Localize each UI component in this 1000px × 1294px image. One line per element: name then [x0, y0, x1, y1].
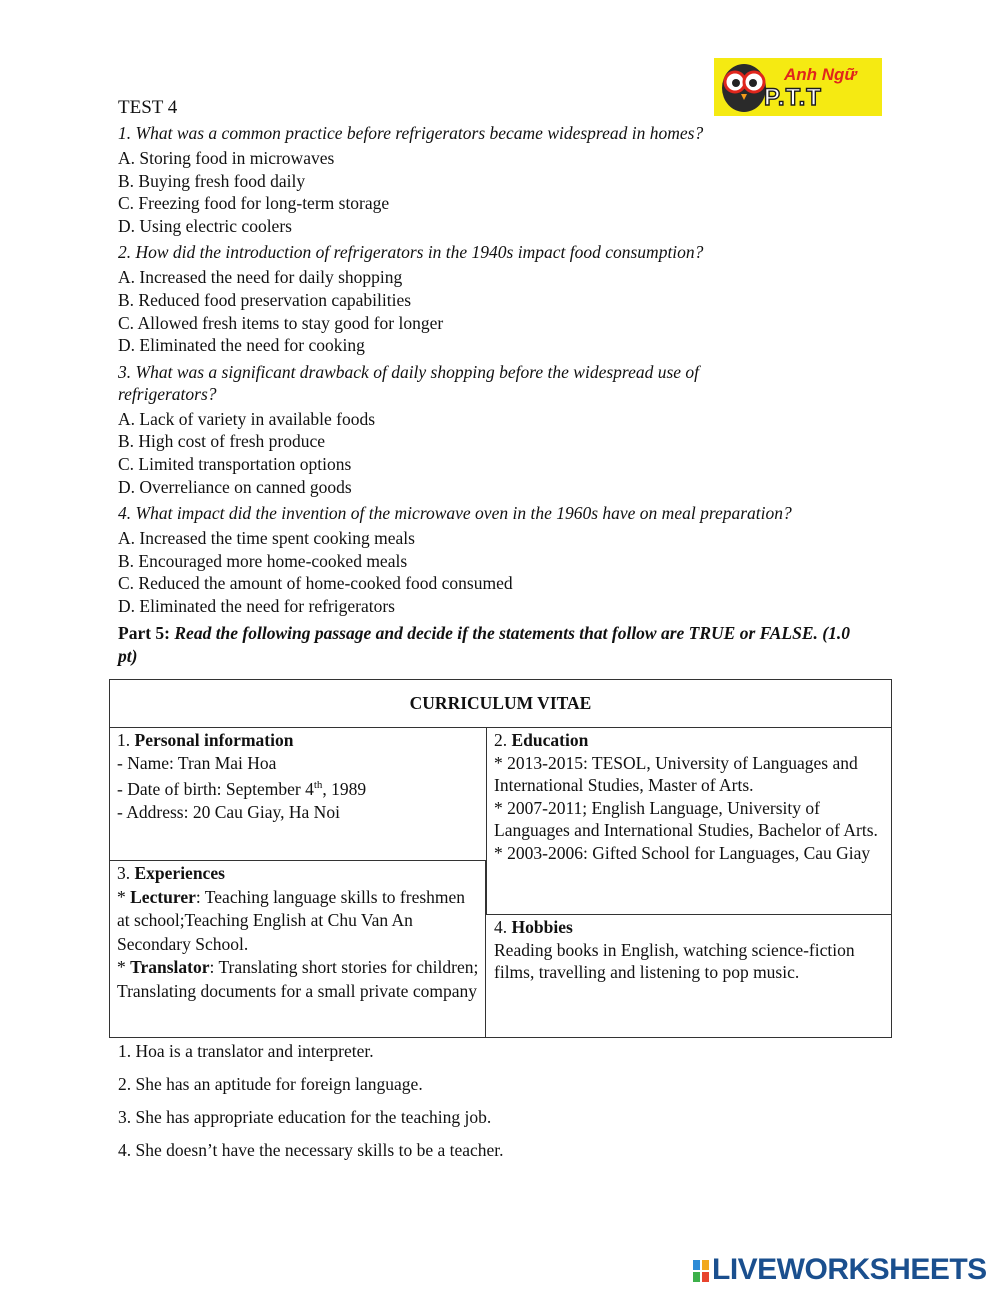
- statement-4: 4. She doesn’t have the necessary skills to be a teacher.: [118, 1140, 504, 1160]
- option-d: D. Overreliance on canned goods: [118, 476, 352, 497]
- hobbies-text: Reading books in English, watching science-fiction films, travelling and listening to pop music.: [494, 939, 855, 982]
- statements: [118, 1040, 504, 1172]
- option-b: B. Encouraged more home-cooked meals: [118, 550, 408, 571]
- education-num: 2.: [494, 730, 508, 751]
- liveworksheets-icon: [692, 1259, 710, 1283]
- cv-experiences-cell: [109, 860, 486, 1038]
- statement-3: 3. She has appropriate education for the teaching job.: [118, 1107, 492, 1127]
- part5-label: Part 5:: [118, 622, 170, 643]
- question-1: [118, 122, 898, 237]
- option-b: B. Buying fresh food daily: [118, 170, 306, 191]
- personal-heading: Personal information: [134, 730, 294, 751]
- option-c: C. Reduced the amount of home-cooked food consumed: [118, 573, 513, 594]
- cv-hobbies-cell: [485, 914, 892, 1038]
- option-c: C. Allowed fresh items to stay good for longer: [118, 312, 444, 333]
- option-a: A. Storing food in microwaves: [118, 148, 335, 168]
- logo: [714, 58, 882, 116]
- education-item: * 2007-2011; English Language, University of Languages and International Studies, Bachelor of Arts.: [494, 797, 878, 841]
- option-a: A. Increased the time spent cooking meals: [118, 528, 415, 549]
- logo-text-top: Anh Ngữ: [784, 65, 857, 84]
- option-d: D. Eliminated the need for refrigerators: [118, 595, 395, 616]
- test-title: TEST 4: [118, 97, 178, 118]
- personal-dob: - Date of birth: September 4th, 1989: [117, 779, 367, 800]
- part5-heading: [118, 622, 858, 668]
- hobbies-heading: Hobbies: [511, 917, 573, 937]
- question-text: 4. What impact did the invention of the microwave oven in the 1960s have on meal preparation?: [118, 503, 792, 524]
- experiences-num: 3.: [117, 863, 131, 883]
- liveworksheets-brand: [692, 1253, 992, 1287]
- questions-section: [118, 122, 898, 668]
- option-c: C. Limited transportation options: [118, 453, 352, 474]
- option-c: C. Freezing food for long-term storage: [118, 193, 390, 214]
- question-4: [118, 502, 898, 617]
- statement-1: 1. Hoa is a translator and interpreter.: [118, 1041, 374, 1061]
- option-b: B. High cost of fresh produce: [118, 431, 326, 452]
- education-heading: Education: [511, 730, 589, 751]
- experiences-translator: * Translator: Translating short stories for children; Translating documents for a small private company: [117, 957, 479, 1001]
- experiences-heading: Experiences: [134, 863, 225, 883]
- hobbies-num: 4.: [494, 917, 508, 937]
- question-3: [118, 361, 898, 498]
- question-text: 2. How did the introduction of refrigerators in the 1940s impact food consumption?: [118, 242, 704, 263]
- question-text: 3. What was a significant drawback of daily shopping before the widespread use of refrigerators?: [118, 361, 700, 404]
- education-item: * 2013-2015: TESOL, University of Languages and International Studies, Master of Arts.: [494, 752, 858, 796]
- question-2: [118, 241, 898, 356]
- personal-num: 1.: [117, 730, 131, 751]
- option-a: A. Lack of variety in available foods: [118, 408, 376, 429]
- option-d: D. Eliminated the need for cooking: [118, 335, 365, 356]
- experiences-lecturer: * Lecturer: Teaching language skills to freshmen at school;Teaching English at Chu Van An Secondary School.: [117, 886, 466, 954]
- question-text: 1. What was a common practice before refrigerators became widespread in homes?: [118, 123, 704, 143]
- option-b: B. Reduced food preservation capabilities: [118, 289, 412, 310]
- personal-name: - Name: Tran Mai Hoa: [117, 752, 277, 773]
- education-item: * 2003-2006: Gifted School for Languages, Cau Giay: [494, 842, 871, 863]
- statement-2: 2. She has an aptitude for foreign language.: [118, 1074, 423, 1094]
- part5-instruction: Read the following passage and decide if the statements that follow are TRUE or FALSE. (1.0 pt): [118, 622, 850, 666]
- option-d: D. Using electric coolers: [118, 215, 292, 236]
- option-a: A. Increased the need for daily shopping: [118, 267, 403, 288]
- logo-text-bottom: P.T.T: [764, 84, 822, 111]
- personal-address: - Address: 20 Cau Giay, Ha Noi: [117, 801, 340, 822]
- cv-title: CURRICULUM VITAE: [110, 680, 892, 728]
- liveworksheets-text: LIVEWORKSHEETS: [712, 1253, 987, 1286]
